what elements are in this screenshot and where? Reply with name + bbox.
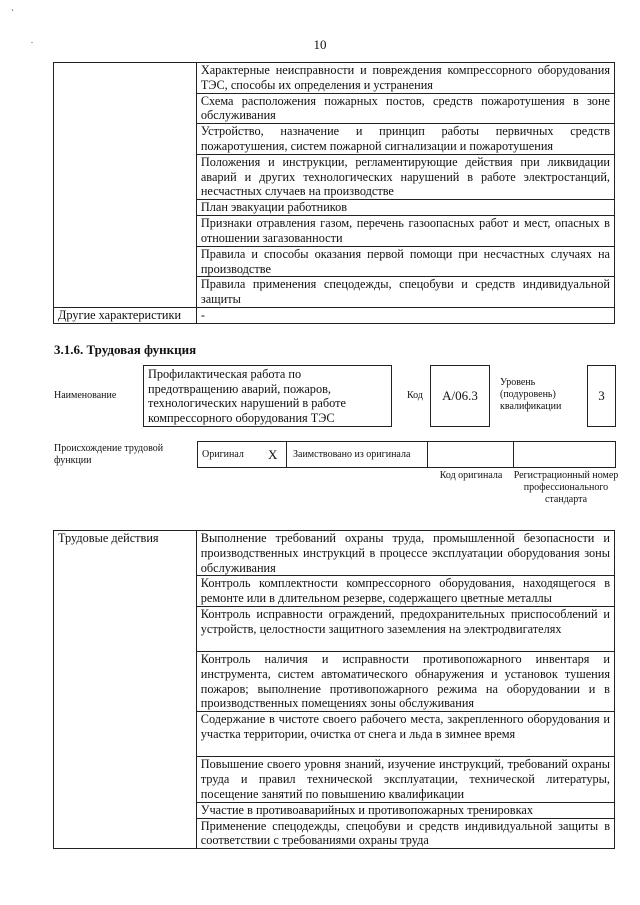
level-box <box>587 365 616 427</box>
action-item: Участие в противоаварийных и противопожарных тренировках <box>196 802 614 818</box>
action-item: Содержание в чистоте своего рабочего места, закрепленного оборудования и участка территории, очистка от снега и льда в зимнее время <box>196 712 614 757</box>
code-label: Код <box>407 390 423 401</box>
page-number: 10 <box>313 37 327 52</box>
action-item: Повышение своего уровня знаний, изучение инструкций, требований охраны труда и правил технической эксплуатации, технической литературы, посещение занятий по повышению квалификации <box>196 757 614 802</box>
stray-mark: ` <box>11 8 14 18</box>
knowledge-item: Устройство, назначение и принцип работы первичных средств пожаротушения, систем пожарной сигнализации и пожаротушения <box>196 124 614 155</box>
action-item: Контроль наличия и исправности противопожарного инвентаря и инструмента, систем автоматического обнаружения и установок тушения пожаров; выполнение противопожарного режима на оборудовании и в производственных помещениях зоны обслуживания <box>196 651 614 711</box>
action-item: Контроль комплектности компрессорного оборудования, находящегося в ремонте или в длительном резерве, содержащего цветные металлы <box>196 576 614 607</box>
borrowed-label: Заимствовано из оригинала <box>293 449 411 460</box>
knowledge-item: Правила применения спецодежды, спецобуви и средств индивидуальной защиты <box>196 277 614 308</box>
knowledge-item: План эвакуации работников <box>196 200 614 216</box>
knowledge-item: Признаки отравления газом, перечень газоопасных работ и мест, опасных в отношении загазованности <box>196 216 614 247</box>
level-label: Уровень (подуровень) квалификации <box>500 377 562 412</box>
function-name-box <box>143 365 392 427</box>
code-caption: Код оригинала <box>439 470 503 481</box>
knowledge-item: Правила и способы оказания первой помощи при несчастных случаях на производстве <box>196 246 614 277</box>
stray-dot: . <box>31 36 33 45</box>
origin-code-cell <box>427 441 514 468</box>
knowledge-item: Схема расположения пожарных постов, средств пожаротушения в зоне обслуживания <box>196 93 614 124</box>
other-characteristics-value: - <box>196 307 614 323</box>
original-mark: X <box>268 447 278 462</box>
knowledge-item: Характерные неисправности и повреждения компрессорного оборудования ТЭС, способы их определения и устранения <box>196 63 614 94</box>
level-value: 3 <box>598 388 605 403</box>
knowledge-label-cell <box>54 63 197 308</box>
action-item: Контроль исправности ограждений, предохранительных приспособлений и устройств, целостности защитного заземления на электродвигателях <box>196 606 614 651</box>
other-characteristics-label: Другие характеристики <box>54 307 197 323</box>
section-title: 3.1.6. Трудовая функция <box>54 342 197 357</box>
knowledge-table <box>53 62 615 324</box>
origin-label: Происхождение трудовой функции <box>54 443 164 466</box>
action-item: Выполнение требований охраны труда, промышленной безопасности и производственных инструкций в процессе эксплуатации оборудования зоны обслуживания <box>196 531 614 576</box>
name-label: Наименование <box>54 390 117 401</box>
origin-borrowed-cell <box>286 441 428 468</box>
function-code-box <box>430 365 490 427</box>
function-code-value: А/06.3 <box>442 388 478 403</box>
knowledge-item: Положения и инструкции, регламентирующие действия при ликвидации аварий и других технологических нарушений в работе электростанций, несчастных случаев на производстве <box>196 154 614 199</box>
actions-label: Трудовые действия <box>54 531 197 849</box>
actions-table <box>53 530 615 849</box>
original-label: Оригинал <box>202 449 244 460</box>
origin-original-cell <box>197 441 287 468</box>
action-item: Применение спецодежды, спецобуви и средств индивидуальной защиты в соответствии с требованиями охраны труда <box>196 818 614 849</box>
origin-reg-cell <box>513 441 616 468</box>
reg-caption: Регистрационный номер профессионального стандарта <box>513 470 619 505</box>
function-name-value: Профилактическая работа по предотвращению аварий, пожаров, технологических нарушений в работе компрессорного оборудования ТЭС <box>148 367 346 425</box>
